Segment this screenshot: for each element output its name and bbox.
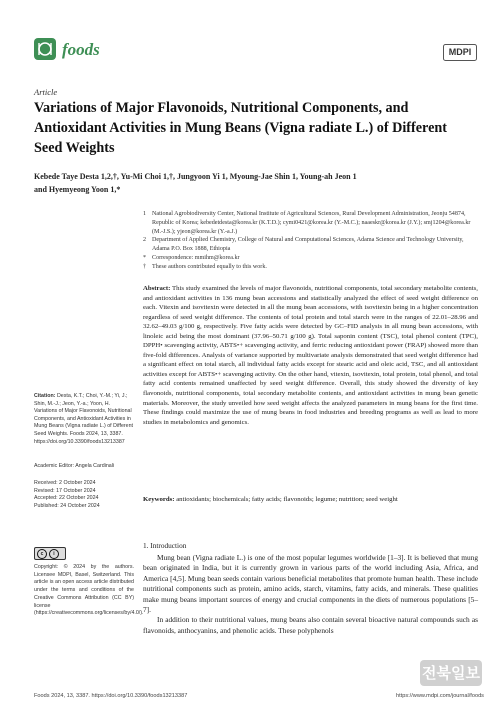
citation-label: Citation: bbox=[34, 393, 56, 399]
abstract-text: This study examined the levels of major flavonoids, nutritional components, total secondary metabolite contents, and antioxidant activities in 136 mung bean accessions and statistically analyzed the effect of seed weight difference on each. Vitexin and isovitexin were detected in all the mung bean accessions, with isovitexin being in a higher concentration regardless of seed weight difference. The contents of total protein and total starch were in the ranges of 22.01–28.96 and 32.62–49.03 g/100 g, respectively. Five fatty acids were detected by GC–FID analysis in all mung bean accessions, with linoleic acid being the most dominant (37.96–50.71 g/100 g). Total saponin content (TSC), total phenol content (TPC), DPPH• scavenging activity, ABTS•+ scavenging activity, and ferric reducing antioxidant power (FRAP) showed more than five-fold differences. Analysis of variance supported by multivariate analysis demonstrated that seed weight difference had a significant effect on total starch, all individual fatty acids except for stearic acid and oleic acid, TSC, and all antioxidant activities except for ABTS•+ scavenging activity. On the other hand, vitexin, isovitexin, total protein, total phenol, and total fatty acid contents remained unaffected by seed weight difference. Overall, this study showed the diversity of key flavonoids, nutritional components, total secondary metabolite contents, and antioxidant activities in mung bean genetic materials. Moreover, the study unveiled how seed weight affects the analyzed parameters in mung beans for the first time. These findings could maximize the use of mung beans in food industries and breeding programs as well as lead to more studies in metabolomics and genomics. bbox=[143, 285, 478, 426]
keywords bbox=[143, 495, 478, 505]
abstract bbox=[143, 284, 478, 427]
license-text: Copyright: © 2024 by the authors. Licensee MDPI, Basel, Switzerland. This article is an open access article distributed under the terms and conditions of the Creative Commons Attribution (CC BY) license (https://creativecommons.org/licenses/by/4.0/). bbox=[34, 564, 144, 617]
introduction-heading: 1. Introduction bbox=[143, 541, 187, 550]
affiliation-item: † These authors contributed equally to this work. bbox=[143, 263, 267, 270]
mdpi-logo bbox=[443, 44, 477, 61]
paper-title: Variations of Major Flavonoids, Nutritional Components, and Antioxidant Activities in Mung Beans (Vigna radiate L.) of Different Seed Weights bbox=[34, 100, 448, 156]
by-icon: i bbox=[49, 549, 59, 559]
publication-dates bbox=[34, 480, 134, 510]
paragraph: Mung bean (Vigna radiate L.) is one of the most popular legumes worldwide [1–3]. It is believed that mung bean originated in India, but it is currently grown in various parts of the world including Asia, Africa, and America [4,5]. Mung bean seeds contain various beneficial metabolites that promote human health. These include nutritional components such as protein, amino acids, starch, vitamins, fatty acids, and minerals. These qualities make mung beans important sources of energy and crucial components in the diets of numerous populations [5–7]. bbox=[143, 553, 478, 615]
academic-editor: Academic Editor: Angela Cardinali bbox=[34, 463, 115, 469]
keywords-label: Keywords: bbox=[143, 496, 175, 503]
article-type: Article bbox=[34, 87, 58, 97]
paragraph: In addition to their nutritional values, mung beans also contain several bioactive natural compounds such as flavonoids, anthocyanins, and phenolic acids. These polyphenols bbox=[143, 615, 478, 635]
journal-logo-icon bbox=[34, 38, 56, 60]
affiliations bbox=[143, 210, 478, 272]
publisher-name: MDPI bbox=[448, 47, 472, 57]
date-revised: Revised: 17 October 2024 bbox=[34, 487, 96, 494]
citation bbox=[34, 393, 134, 446]
footer-journal-link[interactable]: https://www.mdpi.com/journal/foods bbox=[396, 693, 484, 699]
affiliation-item: 1 National Agrobiodiversity Center, National Institute of Agricultural Sciences, Rural Development Administration, Jeonju 54874, Republic of Korea; kebedetdesta@korea.kr (K.T.D.); cymi0421@korea.kr (Y.-M.C.); naaeskr@korea.kr (J.Y.); smj1204@korea.kr (M.-J.S.); yjeon@korea.kr (Y.-a.J.) bbox=[143, 211, 471, 235]
keywords-text: antioxidants; biochemicals; fatty acids; flavonoids; legume; nutrition; seed weight bbox=[176, 496, 398, 503]
affiliation-item: * Correspondence: mmihm@korea.kr bbox=[143, 254, 240, 261]
affiliation-item: 2 Department of Applied Chemistry, College of Natural and Computational Sciences, Adama Science and Technology University, Adama P.O. Box 1888, Ethiopia bbox=[143, 237, 464, 253]
date-received: Received: 2 October 2024 bbox=[34, 480, 96, 486]
footer-citation[interactable]: Foods 2024, 13, 3387. https://doi.org/10.3390/foods13213387 bbox=[34, 693, 188, 699]
cc-by-license-icon[interactable] bbox=[34, 547, 66, 560]
date-accepted: Accepted: 22 October 2024 bbox=[34, 495, 99, 502]
author-line: and Hyemyeong Yoon 1,* bbox=[34, 185, 121, 194]
watermark: 전북일보 bbox=[420, 660, 482, 686]
author-list bbox=[34, 170, 474, 196]
citation-text: Desta, K.T.; Choi, Y.-M.; Yi, J.; Shin, M.-J.; Jeon, Y.-a.; Yoon, H. Variations of Major Flavonoids, Nutritional Components, and Antioxidant Activities in Mung Beans (Vigna radiate L.) of Different Seed Weights. Foods 2024, 13, 3387. https://doi.org/10.3390/foods13213387 bbox=[34, 393, 134, 445]
abstract-label: Abstract: bbox=[143, 285, 171, 292]
journal-name: foods bbox=[62, 40, 100, 59]
date-published: Published: 24 October 2024 bbox=[34, 502, 100, 509]
author-line: Kebede Taye Desta 1,2,†, Yu-Mi Choi 1,†, Jungyoon Yi 1, Myoung-Jae Shin 1, Young-ah Jeon 1 bbox=[34, 172, 357, 181]
cc-icon: c bbox=[37, 549, 47, 559]
introduction-body bbox=[143, 553, 478, 636]
